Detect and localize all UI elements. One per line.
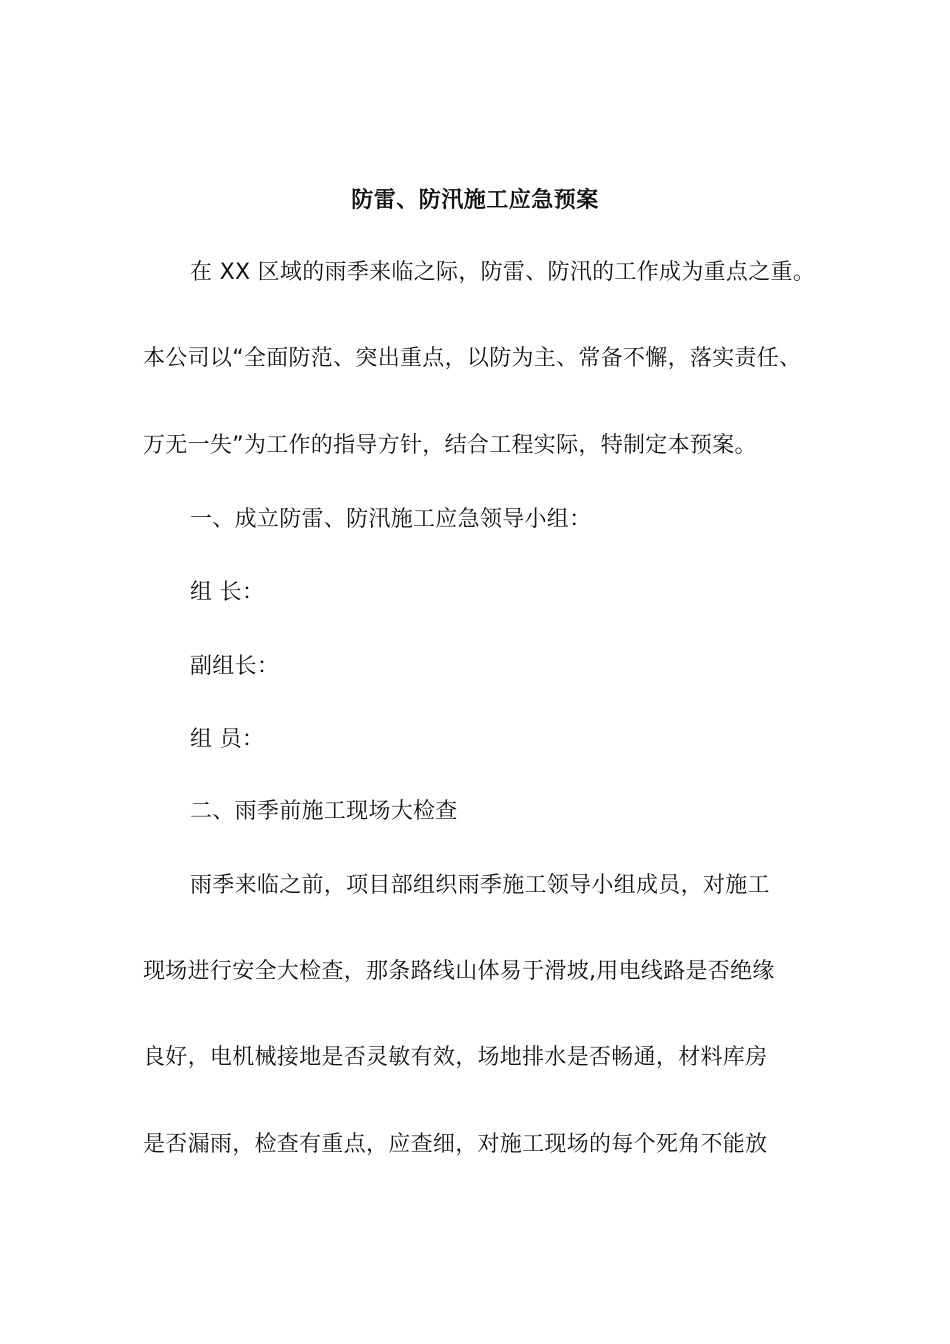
intro-line-1: 在 XX 区域的雨季来临之际，防雷、防汛的工作成为重点之重。 bbox=[190, 260, 816, 285]
section2-line-1: 雨季来临之前，项目部组织雨季施工领导小组成员，对施工 bbox=[190, 873, 770, 898]
intro-line-3: 万无一失”为工作的指导方针，结合工程实际，特制定本预案。 bbox=[143, 433, 757, 458]
section2-line-4: 是否漏雨，检查有重点，应查细，对施工现场的每个死角不能放 bbox=[143, 1132, 768, 1157]
document-title: 防雷、防汛施工应急预案 bbox=[351, 188, 599, 213]
deputy-label: 副组长： bbox=[190, 654, 280, 679]
members-label: 组 员： bbox=[190, 727, 265, 752]
leader-label: 组 长： bbox=[190, 580, 265, 605]
section2-line-3: 良好，电机械接地是否灵敏有效，场地排水是否畅通，材料库房 bbox=[143, 1045, 768, 1070]
section2-line-2: 现场进行安全大检查，那条路线山体易于滑坡,用电线路是否绝缘 bbox=[143, 959, 775, 984]
section1-heading: 一、成立防雷、防汛施工应急领导小组： bbox=[190, 507, 592, 532]
intro-line-2: 本公司以“全面防范、突出重点，以防为主、常备不懈，落实责任、 bbox=[143, 346, 802, 371]
section2-heading: 二、雨季前施工现场大检查 bbox=[190, 799, 458, 824]
